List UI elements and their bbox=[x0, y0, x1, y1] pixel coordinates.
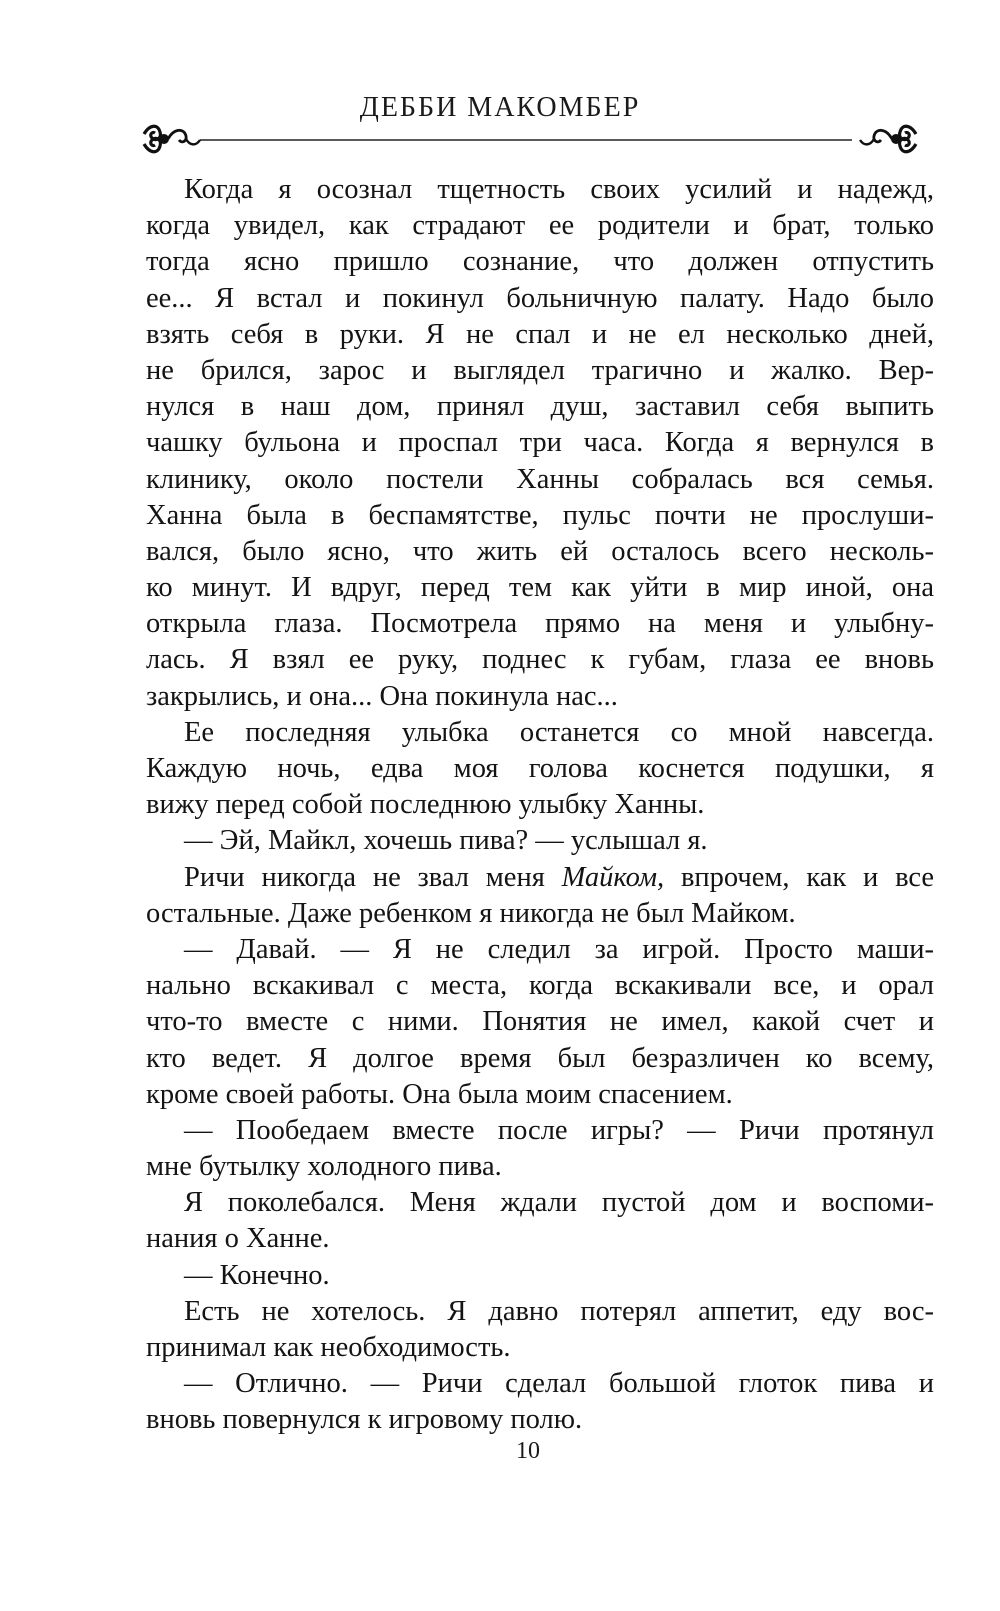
body-text bbox=[146, 172, 934, 1439]
left-ornament-icon bbox=[144, 126, 200, 152]
text-line: Я поколебался. Меня ждали пустой дом и воспоми- bbox=[184, 1187, 934, 1219]
page-number: 10 bbox=[516, 1438, 540, 1464]
text-line: — Отлично. — Ричи сделал большой глоток пива и bbox=[184, 1368, 934, 1400]
text-line: ко минут. И вдруг, перед тем как уйти в мир иной, она bbox=[146, 572, 934, 604]
right-ornament-icon bbox=[860, 126, 916, 152]
text-line: нулся в наш дом, принял душ, заставил себя выпить bbox=[146, 391, 934, 423]
text-line: кроме своей работы. Она была моим спасением. bbox=[146, 1078, 733, 1110]
text-line: не брился, зарос и выглядел трагично и жалко. Вер- bbox=[146, 354, 934, 386]
text-run: впрочем, как и все bbox=[664, 861, 935, 893]
text-line: Каждую ночь, едва моя голова коснется подушки, я bbox=[146, 753, 934, 784]
text-line: клинику, около постели Ханны собралась вся семья. bbox=[146, 463, 934, 495]
text-line: ее... Я встал и покинул больничную палату. Надо было bbox=[146, 282, 934, 314]
running-title: ДЕББИ МАКОМБЕР bbox=[359, 92, 641, 123]
text-line: вновь повернулся к игровому полю. bbox=[146, 1404, 583, 1436]
text-line: закрылись, и она... Она покинула нас... bbox=[146, 680, 618, 712]
text-line: открыла глаза. Посмотрела прямо на меня и улыбну- bbox=[146, 608, 934, 640]
text-line: лась. Я взял ее руку, поднес к губам, глаза ее вновь bbox=[146, 644, 934, 676]
text-line: чашку бульона и проспал три часа. Когда я вернулся в bbox=[146, 427, 934, 459]
text-run: Ричи никогда не звал меня bbox=[184, 861, 562, 893]
text-line: Когда я осознал тщетность своих усилий и надежд, bbox=[184, 174, 934, 205]
header-ornament-rule bbox=[140, 120, 920, 160]
text-line: остальные. Даже ребенком я никогда не был Майком. bbox=[146, 897, 796, 929]
text-line: нально вскакивал с места, когда вскакивали все, и орал bbox=[146, 970, 934, 1002]
text-line: мне бутылку холодного пива. bbox=[146, 1151, 502, 1183]
text-line: вался, было ясно, что жить ей осталось всего несколь- bbox=[146, 535, 934, 567]
text-line: принимал как необходимость. bbox=[146, 1332, 511, 1363]
text-line: Есть не хотелось. Я давно потерял аппетит, еду вос- bbox=[184, 1295, 934, 1327]
text-line: тогда ясно пришло сознание, что должен отпустить bbox=[146, 246, 934, 278]
text-line: — Давай. — Я не следил за игрой. Просто маши- bbox=[184, 933, 934, 965]
text-line: когда увидел, как страдают ее родители и брат, только bbox=[146, 210, 934, 242]
text-line: нания о Ханне. bbox=[146, 1223, 330, 1255]
text-line: Ее последняя улыбка останется со мной навсегда. bbox=[184, 716, 934, 748]
text-line: — Пообедаем вместе после игры? — Ричи протянул bbox=[184, 1114, 934, 1146]
text-line: Ханна была в беспамятстве, пульс почти не прослуши- bbox=[146, 499, 934, 531]
text-line: взять себя в руки. Я не спал и не ел несколько дней, bbox=[146, 318, 934, 350]
text-line: что-то вместе с ними. Понятия не имел, какой счет и bbox=[146, 1006, 934, 1038]
text-line: кто ведет. Я долгое время был безразличен ко всему, bbox=[146, 1042, 934, 1074]
text-line: — Эй, Майкл, хочешь пива? — услышал я. bbox=[184, 825, 708, 857]
text-line-mixed bbox=[146, 860, 934, 896]
text-line: вижу перед собой последнюю улыбку Ханны. bbox=[146, 789, 705, 821]
italic-text-run: Майком, bbox=[561, 861, 665, 893]
text-line: — Конечно. bbox=[184, 1259, 330, 1291]
